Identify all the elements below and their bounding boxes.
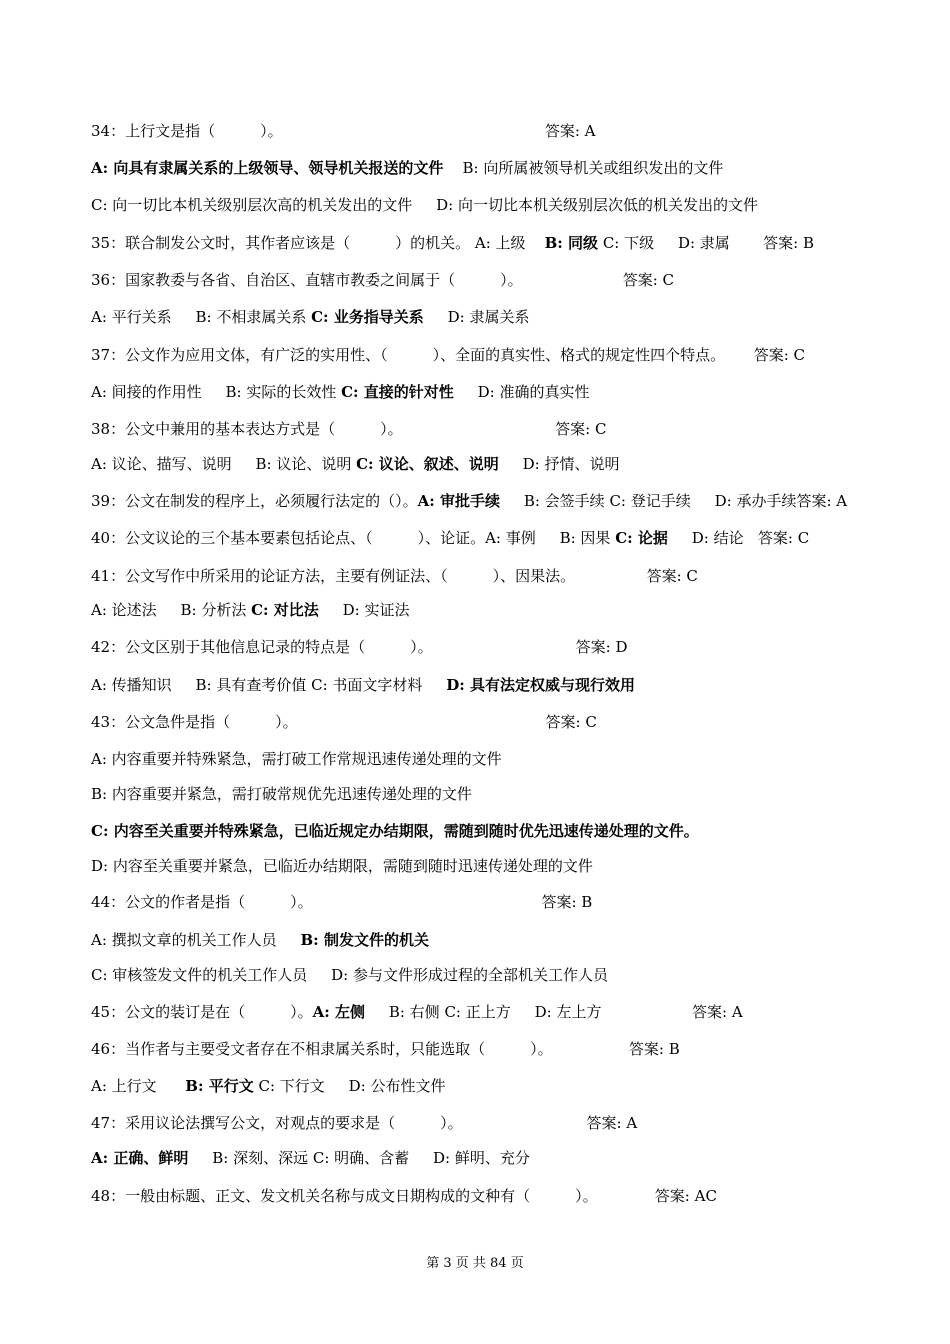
line-text: D: 结论 答案: C bbox=[667, 529, 810, 547]
correct-answer-text: A: 审批手续 bbox=[417, 492, 500, 510]
line-text: 43：公文急件是指（ ）。 答案: C bbox=[91, 713, 597, 731]
line-text: A: 传播知识 B: 具有查考价值 C: 书面文字材料 bbox=[91, 676, 447, 694]
text-line bbox=[91, 566, 698, 586]
text-line bbox=[91, 419, 606, 439]
text-line bbox=[91, 749, 502, 769]
text-line bbox=[91, 637, 627, 657]
correct-answer-text: B: 制发文件的机关 bbox=[300, 931, 429, 949]
page-footer: 第 3 页 共 84 页 bbox=[426, 1256, 524, 1271]
text-line bbox=[91, 965, 608, 985]
line-text: A: 上行文 bbox=[91, 1077, 186, 1095]
correct-answer-text: C: 直接的针对性 bbox=[341, 383, 454, 401]
line-text: 39：公文在制发的程序上，必须履行法定的（）。 bbox=[91, 492, 418, 510]
text-line bbox=[91, 345, 805, 365]
line-text: 48：一般由标题、正文、发文机关名称与成文日期构成的文种有（ ）。 答案: AC bbox=[91, 1187, 717, 1205]
line-text: 47：采用议论法撰写公文，对观点的要求是（ ）。 答案: A bbox=[91, 1114, 638, 1132]
line-text: A: 平行关系 B: 不相隶属关系 bbox=[91, 308, 312, 326]
text-line bbox=[91, 1186, 717, 1206]
text-line bbox=[91, 454, 620, 474]
text-line bbox=[91, 1148, 530, 1168]
text-line bbox=[91, 675, 635, 695]
correct-answer-text: D: 具有法定权威与现行效用 bbox=[446, 676, 636, 694]
line-text: 34：上行文是指（ ）。 答案: A bbox=[91, 122, 596, 140]
line-text: C: 下行文 D: 公布性文件 bbox=[253, 1077, 446, 1095]
line-text: 42：公文区别于其他信息记录的特点是（ ）。 答案: D bbox=[91, 638, 628, 656]
text-line bbox=[91, 307, 530, 327]
line-text: C: 下级 D: 隶属 答案: B bbox=[598, 234, 815, 252]
line-text: B: 内容重要并紧急，需打破常规优先迅速传递处理的文件 bbox=[91, 785, 472, 803]
line-text: D: 抒情、说明 bbox=[498, 455, 620, 473]
correct-answer-text: C: 论据 bbox=[615, 529, 668, 547]
correct-answer-text: A: 正确、鲜明 bbox=[91, 1149, 189, 1167]
text-line bbox=[91, 600, 410, 620]
line-text: A: 撰拟文章的机关工作人员 bbox=[91, 931, 301, 949]
correct-answer-text: C: 议论、叙述、说明 bbox=[356, 455, 499, 473]
line-text: D: 准确的真实性 bbox=[453, 383, 590, 401]
line-text: D: 实证法 bbox=[318, 601, 410, 619]
line-text: B: 向所属被领导机关或组织发出的文件 bbox=[443, 159, 724, 177]
line-text: C: 向一切比本机关级别层次高的机关发出的文件 D: 向一切比本机关级别层次低的机关发出的文件 bbox=[91, 196, 758, 214]
line-text: 44：公文的作者是指（ ）。 答案: B bbox=[91, 893, 593, 911]
text-line bbox=[91, 233, 814, 253]
correct-answer-text: C: 内容至关重要并特殊紧急，已临近规定办结期限，需随到随时优先迅速传递处理的文件。 bbox=[91, 822, 699, 840]
line-text: D: 内容至关重要并紧急，已临近办结期限，需随到随时迅速传递处理的文件 bbox=[91, 857, 593, 875]
line-text: A: 间接的作用性 B: 实际的长效性 bbox=[91, 383, 342, 401]
text-line bbox=[91, 1113, 637, 1133]
line-text: C: 审核签发文件的机关工作人员 D: 参与文件形成过程的全部机关工作人员 bbox=[91, 966, 608, 984]
line-text: 40：公文议论的三个基本要素包括论点、（ ）、论证。A: 事例 B: 因果 bbox=[91, 529, 616, 547]
line-text: B: 深刻、深远 C: 明确、含蓄 D: 鲜明、充分 bbox=[188, 1149, 530, 1167]
correct-answer-text: B: 同级 bbox=[544, 234, 599, 252]
line-text: 35：联合制发公文时，其作者应该是（ ）的机关。 A: 上级 bbox=[91, 234, 545, 252]
correct-answer-text: A: 向具有隶属关系的上级领导、领导机关报送的文件 bbox=[91, 159, 444, 177]
line-text: A: 论述法 B: 分析法 bbox=[91, 601, 252, 619]
line-text: B: 右侧 C: 正上方 D: 左上方 答案: A bbox=[365, 1003, 743, 1021]
text-line bbox=[91, 382, 590, 402]
line-text: A: 内容重要并特殊紧急，需打破工作常规迅速传递处理的文件 bbox=[91, 750, 502, 768]
correct-answer-text: B: 平行文 bbox=[185, 1077, 254, 1095]
line-text: 37：公文作为应用文体，有广泛的实用性、（ ）、全面的真实性、格式的规定性四个特点。 答案: C bbox=[91, 346, 805, 364]
text-line bbox=[91, 270, 674, 290]
text-line bbox=[91, 712, 597, 732]
line-text: 45：公文的装订是在（ ）。 bbox=[91, 1003, 313, 1021]
text-line bbox=[91, 491, 847, 511]
line-text: 41：公文写作中所采用的论证方法，主要有例证法、（ ）、因果法。 答案: C bbox=[91, 567, 698, 585]
text-line bbox=[91, 195, 758, 215]
line-text: A: 议论、描写、说明 B: 议论、说明 bbox=[91, 455, 357, 473]
text-line bbox=[91, 930, 429, 950]
text-line bbox=[91, 528, 809, 548]
correct-answer-text: C: 业务指导关系 bbox=[311, 308, 424, 326]
text-line bbox=[91, 158, 723, 178]
line-text: 36：国家教委与各省、自治区、直辖市教委之间属于（ ）。 答案: C bbox=[91, 271, 675, 289]
text-line bbox=[91, 892, 592, 912]
correct-answer-text: A: 左侧 bbox=[312, 1003, 365, 1021]
text-line bbox=[91, 1039, 680, 1059]
line-text: 38：公文中兼用的基本表达方式是（ ）。 答案: C bbox=[91, 420, 607, 438]
text-line bbox=[91, 1076, 445, 1096]
correct-answer-text: C: 对比法 bbox=[251, 601, 319, 619]
text-line bbox=[91, 121, 596, 141]
text-line bbox=[91, 784, 472, 804]
text-line bbox=[91, 821, 699, 841]
text-line bbox=[91, 856, 593, 876]
line-text: D: 隶属关系 bbox=[423, 308, 530, 326]
line-text: 46：当作者与主要受文者存在不相隶属关系时，只能选取（ ）。 答案: B bbox=[91, 1040, 680, 1058]
text-line bbox=[91, 1002, 743, 1022]
line-text: B: 会签手续 C: 登记手续 D: 承办手续答案: A bbox=[500, 492, 848, 510]
